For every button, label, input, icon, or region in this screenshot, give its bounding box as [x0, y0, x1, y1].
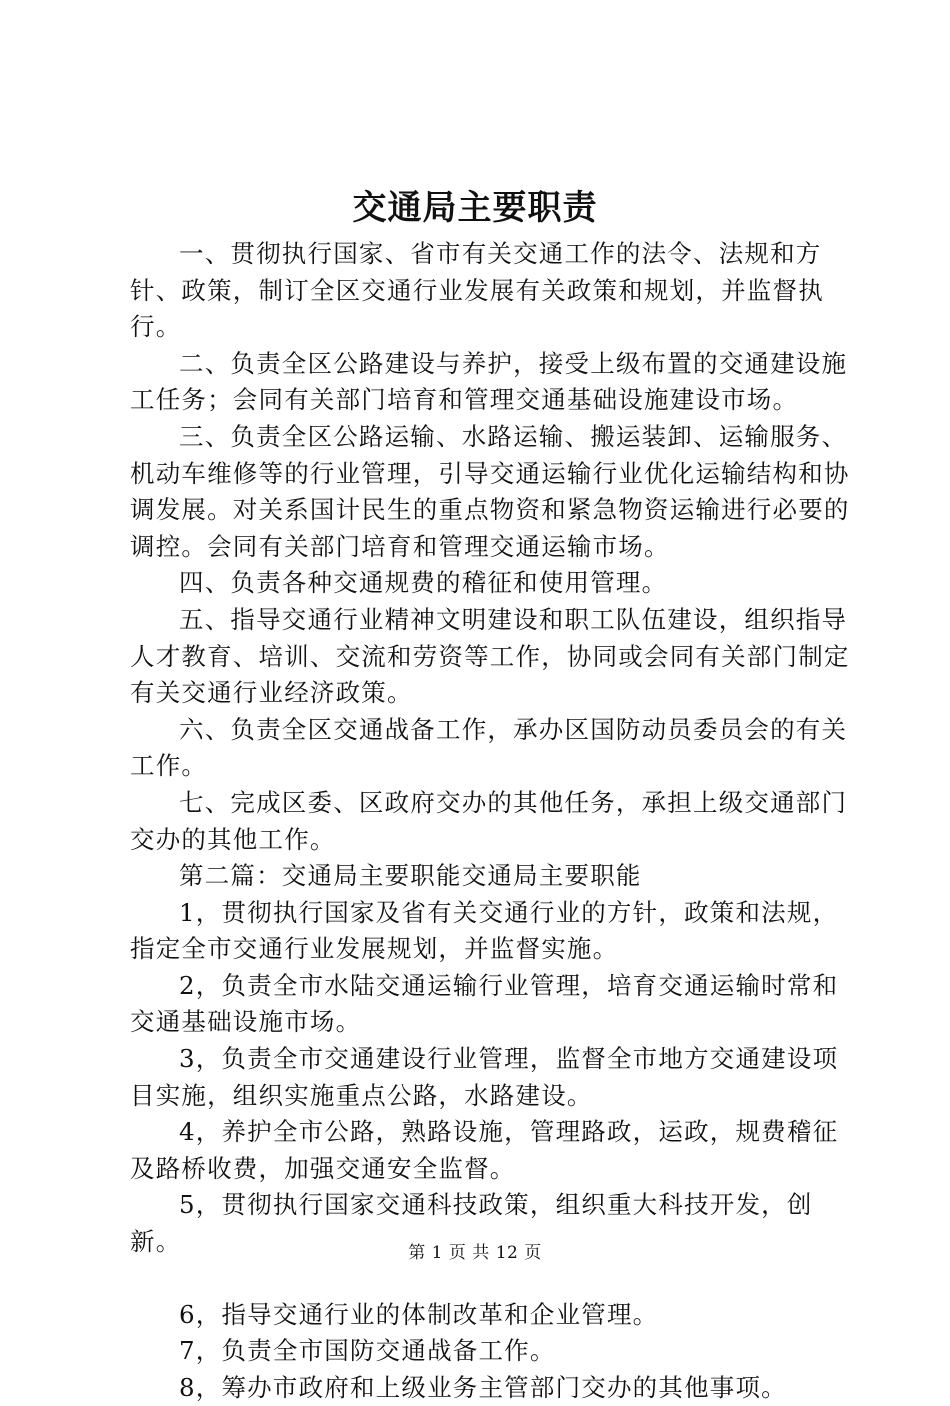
- paragraph-4: 四、负责各种交通规费的稽征和使用管理。: [179, 568, 668, 598]
- document-title: 交通局主要职责: [352, 188, 598, 228]
- item-2: 2，负责全市水陆交通运输行业管理，培育交通运输时常和交通基础设施市场。: [130, 970, 839, 1037]
- item-1: 1，贯彻执行国家及省有关交通行业的方针，政策和法规，指定全市交通行业发展规划，并监督实施。: [130, 897, 839, 964]
- paragraph-2: 二、负责全区公路建设与养护，接受上级布置的交通建设施工任务；会同有关部门培育和管理交通基础设施建设市场。: [130, 348, 848, 415]
- paragraph-1: 一、贯彻执行国家、省市有关交通工作的法令、法规和方针、政策，制订全区交通行业发展有关政策和规划，并监督执行。: [130, 239, 824, 342]
- item-6: 6，指导交通行业的体制改革和企业管理。: [179, 1299, 659, 1329]
- paragraph-5: 五、指导交通行业精神文明建设和职工队伍建设，组织指导人才教育、培训、交流和劳资等工作，协同或会同有关部门制定有关交通行业经济政策。: [130, 604, 850, 708]
- item-5: 5，贯彻执行国家交通科技政策，组织重大科技开发，创新。: [130, 1190, 813, 1257]
- item-7: 7，负责全市国防交通战备工作。: [179, 1336, 556, 1366]
- section-heading: 第二篇：交通局主要职能交通局主要职能: [179, 861, 642, 891]
- item-3: 3，负责全市交通建设行业管理，监督全市地方交通建设项目实施，组织实施重点公路，水路建设。: [130, 1044, 839, 1110]
- paragraph-7: 七、完成区委、区政府交办的其他任务，承担上级交通部门交办的其他工作。: [130, 787, 848, 854]
- item-4: 4，养护全市公路，熟路设施，管理路政，运政，规费稽征及路桥收费，加强交通安全监督。: [130, 1117, 839, 1183]
- page-number-footer: 第 1 页 共 12 页: [408, 1243, 542, 1263]
- paragraph-6: 六、负责全区交通战备工作，承办区国防动员委员会的有关工作。: [130, 714, 848, 781]
- paragraph-3: 三、负责全区公路运输、水路运输、搬运装卸、运输服务、机动车维修等的行业管理，引导交通运输行业优化运输结构和协调发展。对关系国计民生的重点物资和紧急物资运输进行必要的调控。会同有关部门培育和管理交通运输市场。: [130, 421, 850, 561]
- item-8: 8，筹办市政府和上级业务主管部门交办的其他事项。: [179, 1372, 787, 1402]
- document-body: [130, 236, 858, 1406]
